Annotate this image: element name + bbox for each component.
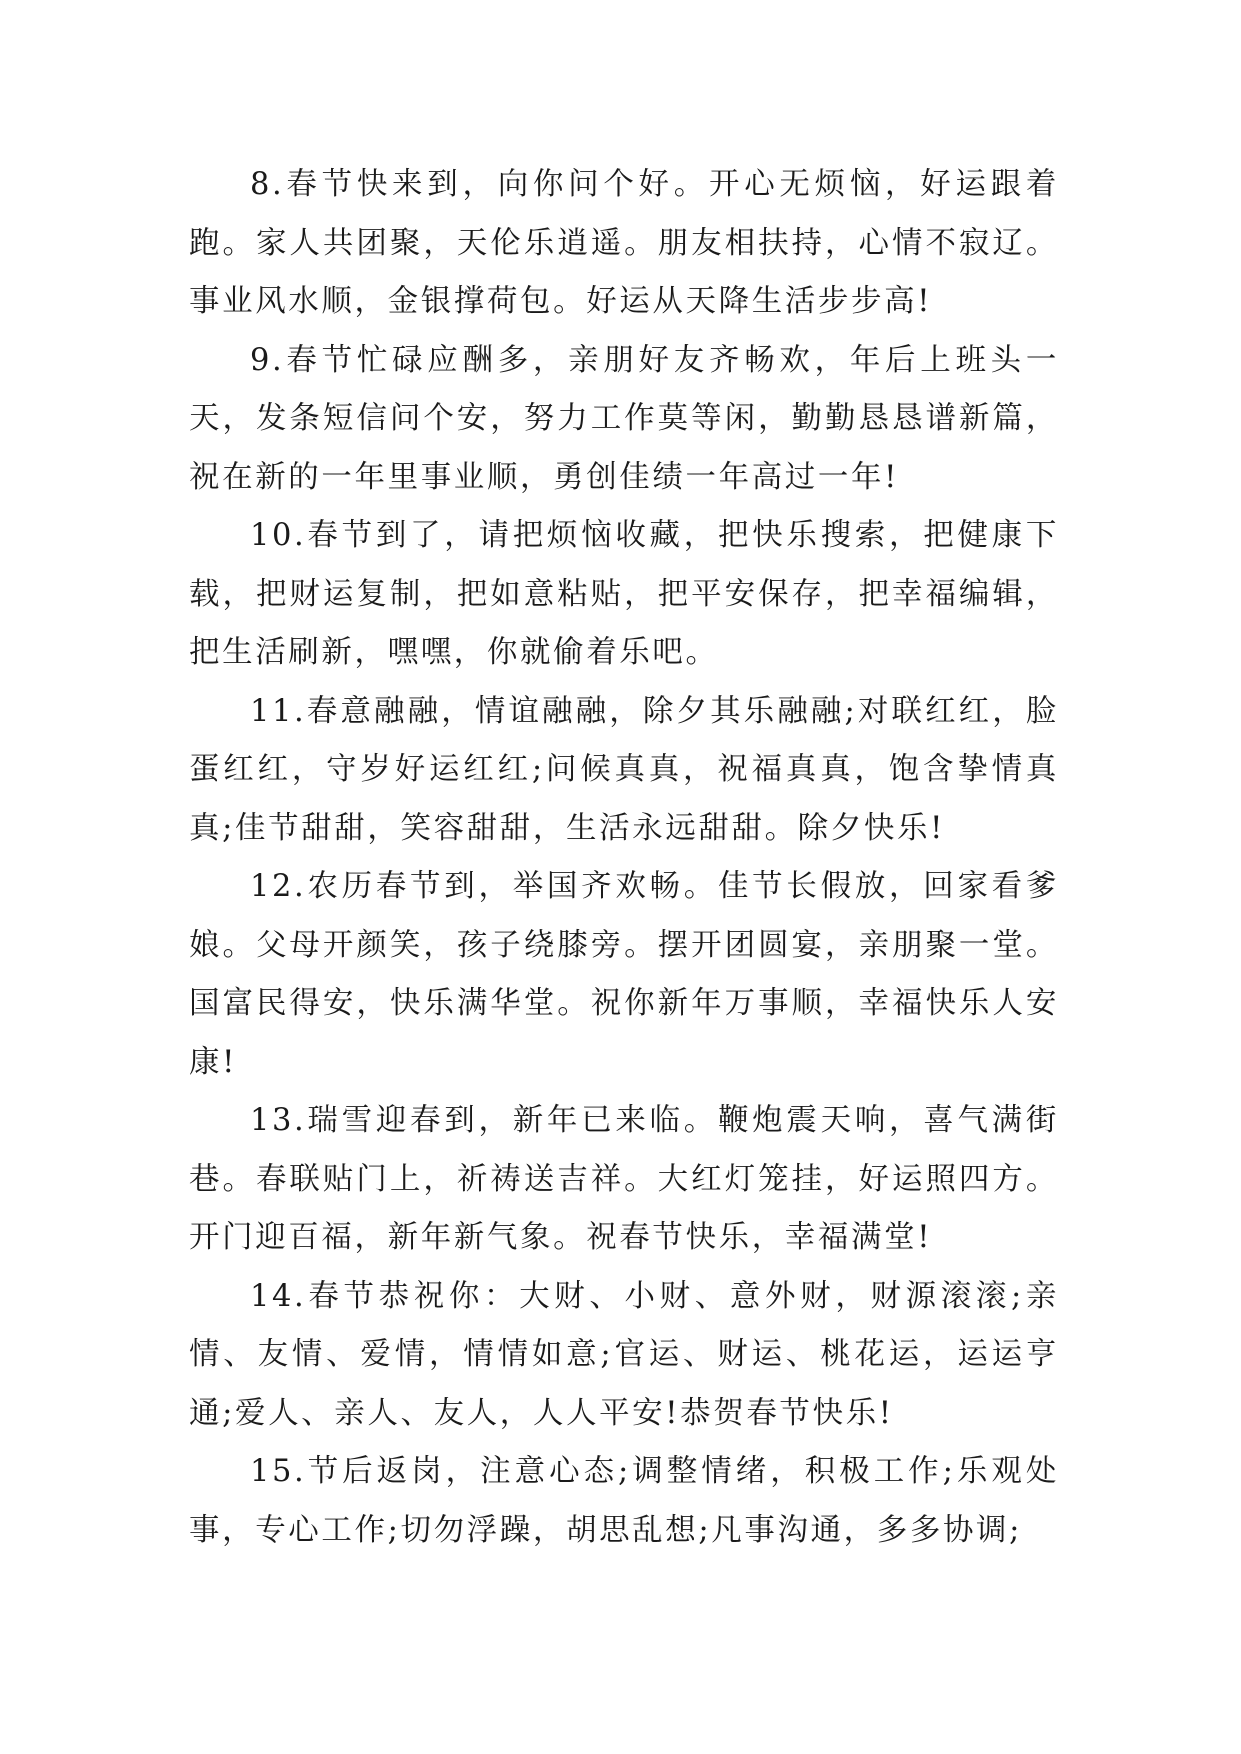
paragraph-13: 13.瑞雪迎春到，新年已来临。鞭炮震天响，喜气满街巷。春联贴门上，祈祷送吉祥。大红灯笼挂，好运照四方。开门迎百福，新年新气象。祝春节快乐，幸福满堂! (189, 1103, 1059, 1255)
paragraph-12: 12.农历春节到，举国齐欢畅。佳节长假放，回家看爹娘。父母开颜笑，孩子绕膝旁。摆开团圆宴，亲朋聚一堂。国富民得安，快乐满华堂。祝你新年万事顺，幸福快乐人安康! (189, 869, 1059, 1080)
paragraph-11: 11.春意融融，情谊融融，除夕其乐融融;对联红红，脸蛋红红，守岁好运红红;问候真真，祝福真真，饱含挚情真真;佳节甜甜，笑容甜甜，生活永远甜甜。除夕快乐! (189, 693, 1059, 846)
paragraph-8: 8.春节快来到，向你问个好。开心无烦恼，好运跟着跑。家人共团聚，天伦乐逍遥。朋友相扶持，心情不寂辽。事业风水顺，金银撑荷包。好运从天降生活步步高! (189, 167, 1059, 319)
paragraph-9: 9.春节忙碌应酬多，亲朋好友齐畅欢，年后上班头一天，发条短信问个安，努力工作莫等闲，勤勤恳恳谱新篇，祝在新的一年里事业顺，勇创佳绩一年高过一年! (189, 342, 1059, 495)
paragraph-15: 15.节后返岗，注意心态;调整情绪，积极工作;乐观处事，专心工作;切勿浮躁，胡思乱想;凡事沟通，多多协调; (189, 1454, 1059, 1548)
document-body (189, 156, 1059, 1560)
paragraph-10: 10.春节到了，请把烦恼收藏，把快乐搜索，把健康下载，把财运复制，把如意粘贴，把平安保存，把幸福编辑，把生活刷新，嘿嘿，你就偷着乐吧。 (189, 518, 1059, 670)
paragraph-14: 14.春节恭祝你：大财、小财、意外财，财源滚滚;亲情、友情、爱情，情情如意;官运、财运、桃花运，运运亨通;爱人、亲人、友人，人人平安!恭贺春节快乐! (189, 1278, 1059, 1431)
